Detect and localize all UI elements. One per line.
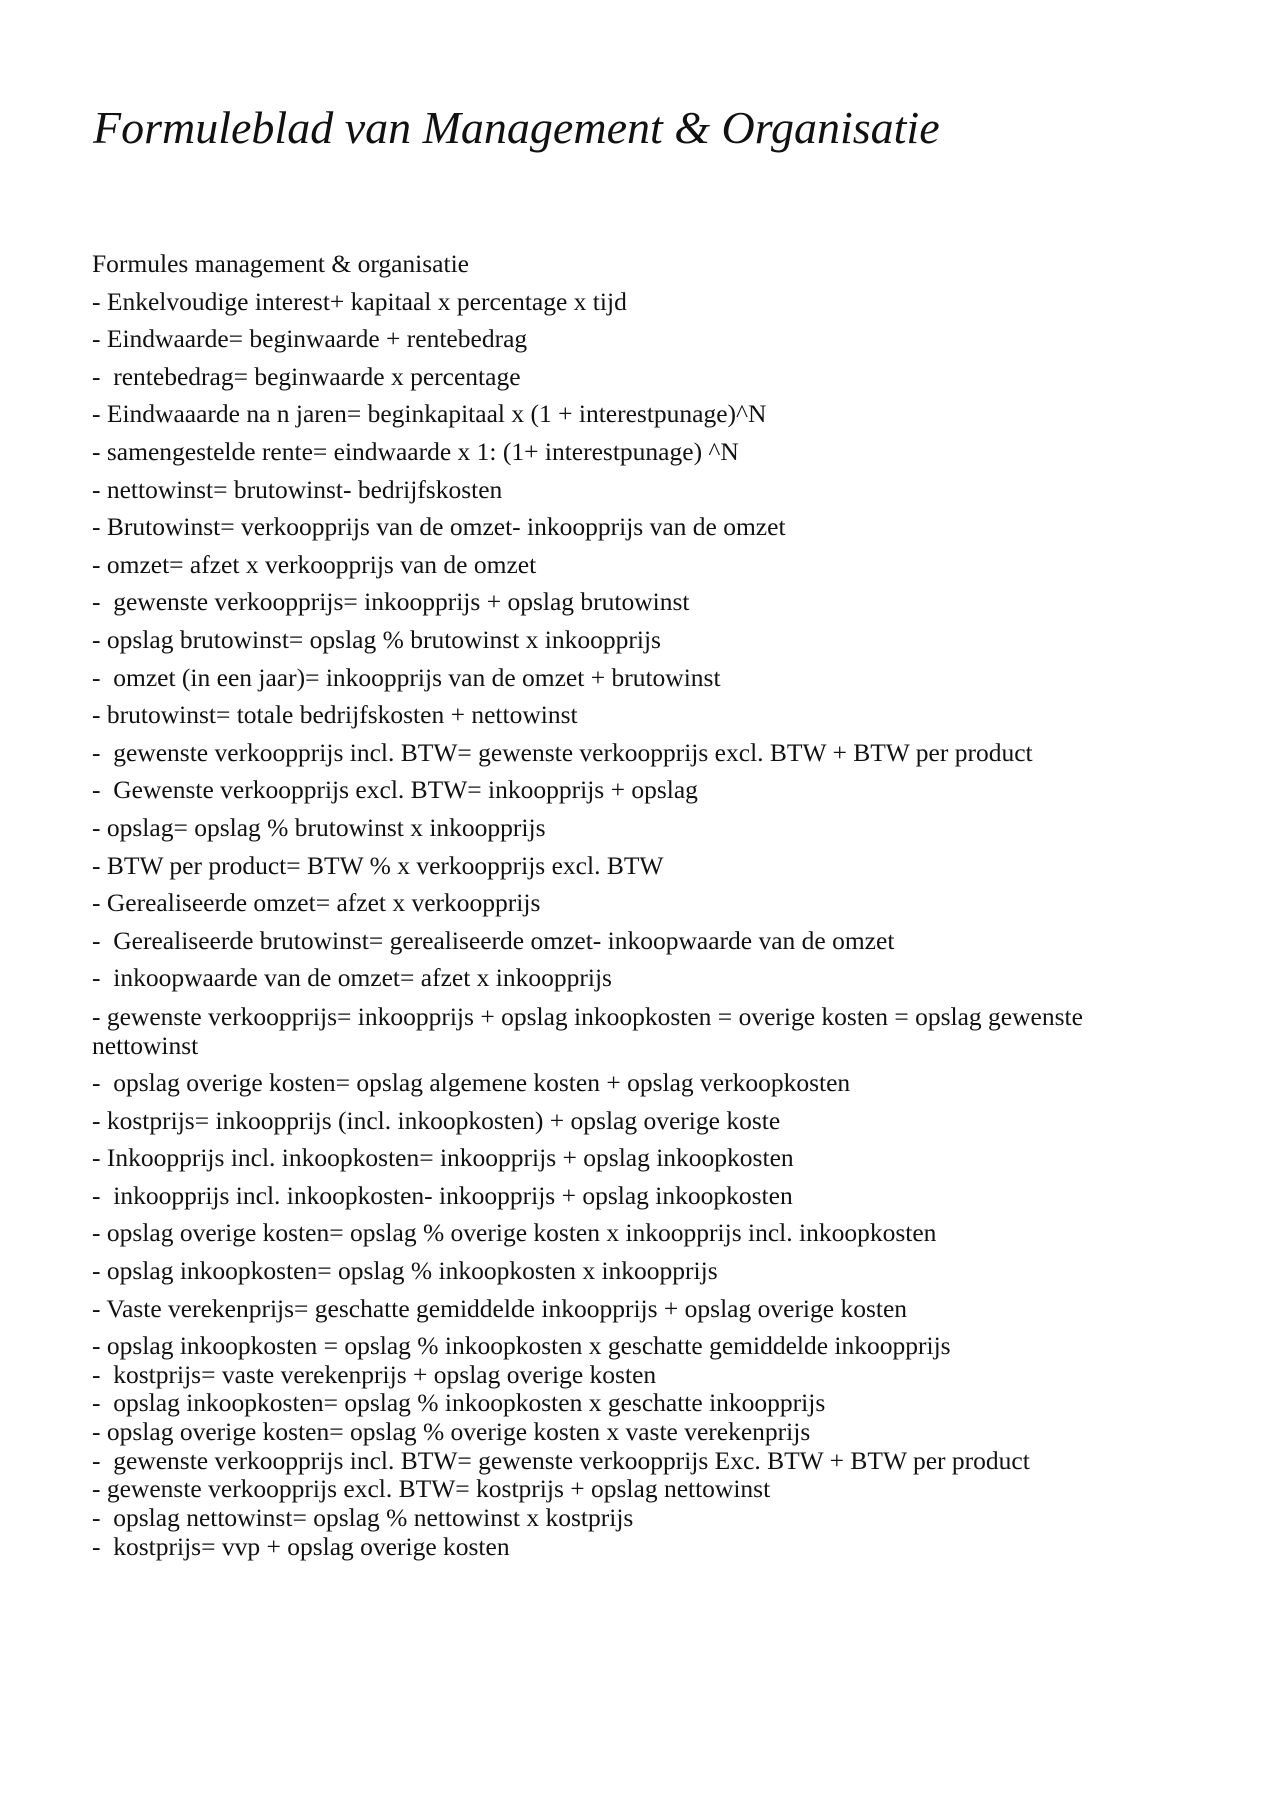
formula-line: - opslag inkoopkosten = opslag % inkoopkosten x geschatte gemiddelde inkoopprijs [92,1330,951,1360]
formula-list [92,245,1142,1561]
formula-line: - gewenste verkoopprijs= inkoopprijs + opslag inkoopkosten = overige kosten = opslag gewenste nettowinst [92,1001,1090,1060]
formula-line: - Inkoopprijs incl. inkoopkosten= inkoopprijs + opslag inkoopkosten [92,1143,794,1173]
formula-line: - opslag brutowinst= opslag % brutowinst x inkoopprijs [92,624,661,654]
formula-line: - opslag inkoopkosten= opslag % inkoopkosten x geschatte inkoopprijs [92,1388,826,1418]
formula-line: - kostprijs= vaste verekenprijs + opslag overige kosten [92,1359,657,1389]
formula-line: - opslag overige kosten= opslag algemene kosten + opslag verkoopkosten [92,1067,851,1097]
formula-line: - Enkelvoudige interest+ kapitaal x percentage x tijd [92,286,627,316]
formula-line: - omzet (in een jaar)= inkoopprijs van de omzet + brutowinst [92,662,721,692]
formula-line: - Eindwaarde= beginwaarde + rentebedrag [92,324,528,354]
formula-line: - samengestelde rente= eindwaarde x 1: (1+ interestpunage) ^N [92,436,739,466]
formula-line: - Vaste verekenprijs= geschatte gemiddelde inkoopprijs + opslag overige kosten [92,1293,908,1323]
formula-line: - inkoopprijs incl. inkoopkosten- inkoopprijs + opslag inkoopkosten [92,1180,793,1210]
formula-line: - opslag nettowinst= opslag % nettowinst x kostprijs [92,1503,634,1533]
formula-line: - opslag overige kosten= opslag % overige kosten x inkoopprijs incl. inkoopkosten [92,1218,937,1248]
document-title: Formuleblad van Management & Organisatie [93,102,940,153]
formula-line: - Gerealiseerde omzet= afzet x verkoopprijs [92,888,541,918]
formula-line: - Gerealiseerde brutowinst= gerealiseerde omzet- inkoopwaarde van de omzet [92,925,895,955]
formula-line: - opslag= opslag % brutowinst x inkoopprijs [92,812,546,842]
formula-line: - rentebedrag= beginwaarde x percentage [92,361,521,391]
formula-line: - opslag overige kosten= opslag % overige kosten x vaste verekenprijs [92,1416,811,1446]
formula-line: - gewenste verkoopprijs= inkoopprijs + opslag brutowinst [92,587,690,617]
formula-line: - gewenste verkoopprijs excl. BTW= kostprijs + opslag nettowinst [92,1474,771,1504]
section-heading: Formules management & organisatie [92,249,469,278]
formula-line: - Eindwaaarde na n jaren= beginkapitaal x (1 + interestpunage)^N [92,399,767,429]
formula-line: - omzet= afzet x verkoopprijs van de omzet [92,549,537,579]
formula-line: - kostprijs= vvp + opslag overige kosten [92,1531,510,1561]
formula-line: - inkoopwaarde van de omzet= afzet x inkoopprijs [92,963,612,993]
formula-line: - kostprijs= inkoopprijs (incl. inkoopkosten) + opslag overige koste [92,1105,781,1135]
formula-line: - opslag inkoopkosten= opslag % inkoopkosten x inkoopprijs [92,1255,718,1285]
formula-line: - nettowinst= brutowinst- bedrijfskosten [92,474,503,504]
formula-line: - brutowinst= totale bedrijfskosten + nettowinst [92,700,578,730]
formula-line: - gewenste verkoopprijs incl. BTW= gewenste verkoopprijs excl. BTW + BTW per product [92,737,1033,767]
formula-line: - gewenste verkoopprijs incl. BTW= gewenste verkoopprijs Exc. BTW + BTW per product [92,1445,1030,1475]
formula-line: - BTW per product= BTW % x verkoopprijs excl. BTW [92,850,664,880]
formula-group [92,1332,1142,1562]
formula-line: - Gewenste verkoopprijs excl. BTW= inkoopprijs + opslag [92,775,698,805]
formula-line: - Brutowinst= verkoopprijs van de omzet- inkoopprijs van de omzet [92,512,786,542]
